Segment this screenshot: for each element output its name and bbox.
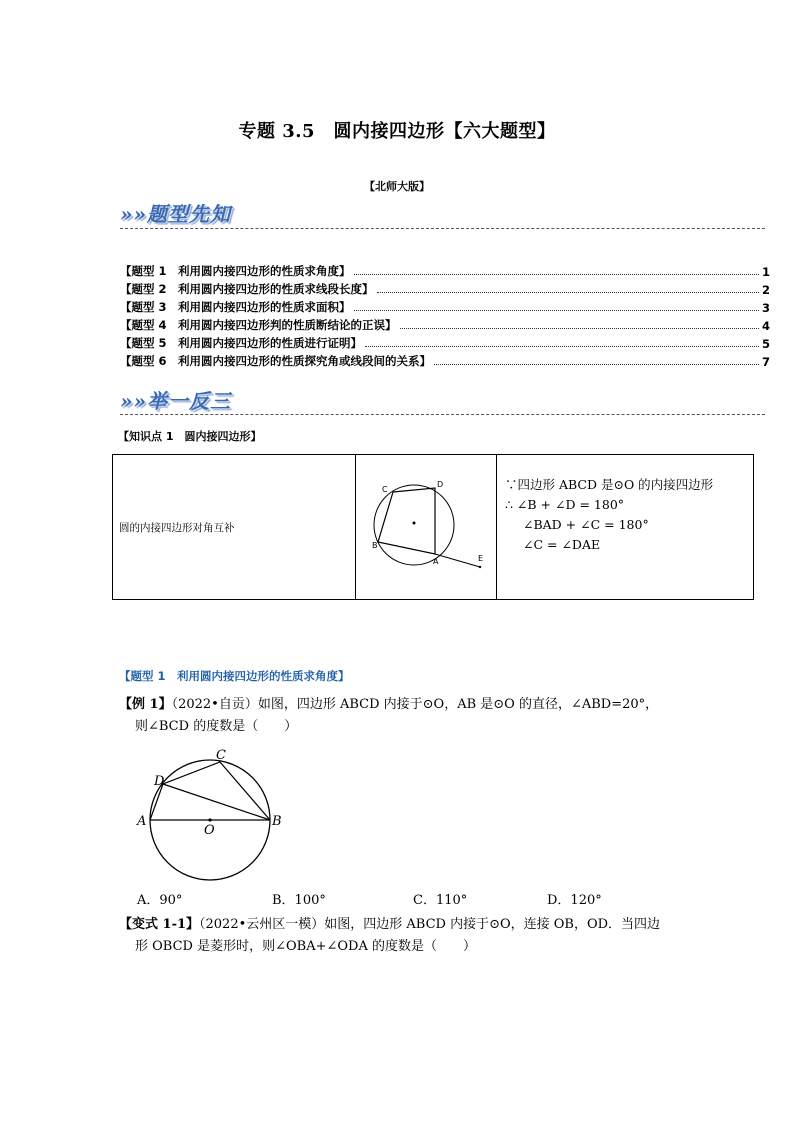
example-text: 则∠BCD 的度数是（ ） — [135, 719, 298, 734]
knowledge-table — [112, 454, 754, 600]
banner-practice: »»举一反三 — [120, 389, 231, 413]
example-label: 【例 1】 — [119, 697, 172, 712]
toc-item[interactable]: 【题型 4 利用圆内接四边形判的性质断结论的正误】 4 — [120, 318, 770, 333]
variant-text: （2022•云州区一模）如图，四边形 ABCD 内接于⊙O，连接 OB，OD．当四边 — [199, 917, 661, 932]
proof-line: ∠BAD + ∠C = 180° — [523, 517, 649, 532]
cyclic-quadrilateral-diagram — [356, 455, 496, 595]
table-of-contents — [120, 261, 770, 369]
point-label: O — [204, 823, 215, 838]
point-label: D — [437, 480, 444, 489]
divider — [120, 228, 765, 229]
point-label: B — [272, 814, 282, 829]
point-label: A — [137, 814, 147, 829]
toc-item[interactable]: 【题型 5 利用圆内接四边形的性质进行证明】 5 — [120, 336, 770, 351]
toc-item[interactable]: 【题型 1 利用圆内接四边形的性质求角度】 1 — [120, 264, 770, 279]
variant-1-1 — [119, 914, 769, 958]
example-text: （2022•自贡）如图，四边形 ABCD 内接于⊙O，AB 是⊙O 的直径，∠ABD=20°， — [171, 697, 659, 712]
type1-heading: 【题型 1 利用圆内接四边形的性质求角度】 — [119, 669, 350, 683]
choice-c[interactable]: C．110° — [413, 893, 468, 908]
toc-item[interactable]: 【题型 2 利用圆内接四边形的性质求线段长度】 2 — [120, 282, 770, 297]
example-1-diagram — [130, 745, 290, 885]
banner-preview: »»题型先知 — [120, 202, 231, 226]
edition-label: 【北师大版】 — [364, 180, 430, 193]
choice-a[interactable]: A．90° — [137, 893, 183, 908]
point-label: D — [154, 774, 165, 789]
knowledge-figure — [356, 455, 497, 600]
toc-item[interactable]: 【题型 3 利用圆内接四边形的性质求面积】 3 — [120, 300, 770, 315]
variant-label: 【变式 1-1】 — [119, 917, 200, 932]
point-label: E — [478, 554, 484, 563]
page-title: 专题 3.5 圆内接四边形【六大题型】 — [238, 121, 556, 142]
example-1 — [119, 694, 769, 738]
knowledge-heading: 【知识点 1 圆内接四边形】 — [118, 430, 262, 443]
point-label: C — [382, 485, 388, 494]
variant-text: 形 OBCD 是菱形时，则∠OBA+∠ODA 的度数是（ ） — [135, 939, 476, 954]
proof-line: ∴ ∠B + ∠D = 180° — [505, 497, 625, 512]
toc-item[interactable]: 【题型 6 利用圆内接四边形的性质探究角或线段间的关系】 7 — [120, 354, 770, 369]
knowledge-proof — [497, 455, 754, 600]
point-label: B — [372, 541, 378, 550]
proof-line: ∠C = ∠DAE — [523, 537, 601, 552]
divider — [120, 414, 765, 415]
proof-line: ∵四边形 ABCD 是⊙O 的内接四边形 — [505, 477, 714, 492]
point-label: C — [216, 748, 226, 763]
knowledge-statement: 圆的内接四边形对角互补 — [113, 455, 356, 600]
choice-d[interactable]: D．120° — [547, 893, 602, 908]
point-label: A — [433, 557, 439, 566]
choice-b[interactable]: B．100° — [272, 893, 326, 908]
